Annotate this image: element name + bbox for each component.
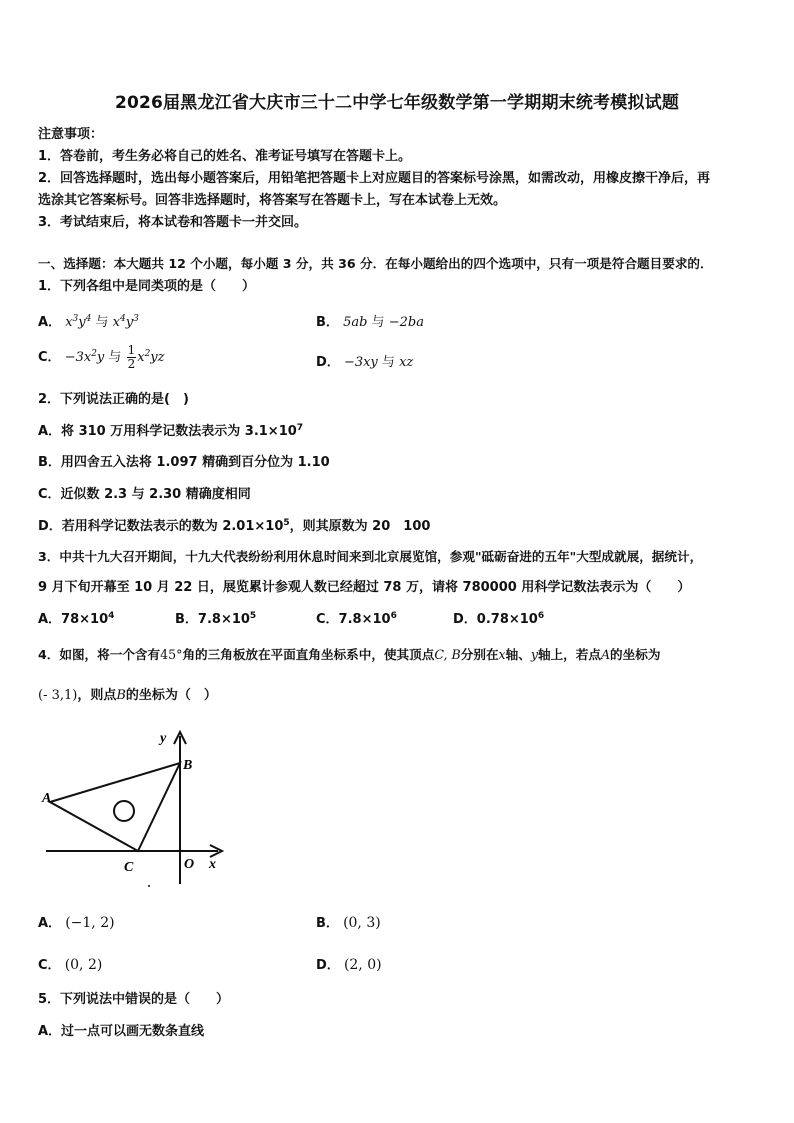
q3-option-d: D．$0.78\times 10^6$ bbox=[453, 611, 545, 627]
q5-stem: 5．下列说法中错误的是（ ） bbox=[38, 992, 230, 1007]
section-heading: 一、选择题：本大题共 12 个小题，每小题 3 分，共 36 分．在每小题给出的四个选项中，只有一项是符合题目要求的． bbox=[38, 256, 713, 271]
q1-option-a: A． $x^3y^4$ 与 $x^4y^3$ bbox=[38, 314, 139, 330]
q4-option-b: B． (0, 3) bbox=[316, 915, 381, 931]
set-square-hole bbox=[114, 801, 134, 821]
q2-option-a: A．将 310 万用科学记数法表示为 $3.1\times 10^7$ bbox=[38, 423, 304, 439]
notice-item-2: 2．回答选择题时，选出每小题答案后，用铅笔把答题卡上对应题目的答案标号涂黑，如需改动，用橡皮擦干净后，再 bbox=[38, 171, 711, 186]
q3-option-a: A．$78\times 10^4$ bbox=[38, 611, 115, 627]
q3-option-b: B．$7.8\times 10^5$ bbox=[175, 611, 257, 627]
q4-stem-line-2: (- 3,1)，则点B的坐标为（ ） bbox=[38, 688, 217, 703]
q1-option-c: C． $-3x^2y$ 与 $\frac{1}{2}$ $x^2yz$ bbox=[38, 343, 165, 371]
stray-dot bbox=[148, 885, 150, 887]
label-b: B bbox=[183, 758, 193, 773]
label-a: A bbox=[42, 791, 52, 806]
q1-option-d: D． −3xy 与 xz bbox=[316, 355, 414, 370]
q3-stem-line-2: 9 月下旬开幕至 10 月 22 日，展览累计参观人数已经超过 78 万，请将 780000 用科学记数法表示为（ ） bbox=[38, 580, 691, 595]
label-c: C bbox=[124, 860, 134, 875]
q4-option-a: A． (−1, 2) bbox=[38, 915, 115, 931]
coordinate-figure bbox=[40, 726, 230, 891]
label-x: x bbox=[209, 857, 216, 872]
page-title: 2026届黑龙江省大庆市三十二中学七年级数学第一学期期末统考模拟试题 bbox=[114, 93, 680, 113]
q5-option-a: A．过一点可以画无数条直线 bbox=[38, 1024, 205, 1039]
q2-option-c: C．近似数 2.3 与 2.30 精确度相同 bbox=[38, 487, 251, 502]
q2-stem: 2．下列说法正确的是( ) bbox=[38, 392, 189, 407]
notice-item-3: 3．考试结束后，将本试卷和答题卡一并交回。 bbox=[38, 215, 308, 230]
q4-option-d: D． (2, 0) bbox=[316, 957, 382, 973]
notice-heading: 注意事项： bbox=[38, 127, 104, 142]
notice-item-2-cont: 选涂其它答案标号。回答非选择题时，将答案写在答题卡上，写在本试卷上无效。 bbox=[38, 193, 507, 208]
q4-option-c: C． (0, 2) bbox=[38, 957, 103, 973]
q3-stem-line-1: 3．中共十九大召开期间，十九大代表纷纷利用休息时间来到北京展览馆，参观"砥砺奋进的五年"大型成就展，据统计， bbox=[38, 549, 703, 564]
label-y: y bbox=[160, 731, 167, 746]
q2-option-b: B．用四舍五入法将 1.097 精确到百分位为 1.10 bbox=[38, 455, 330, 470]
q3-option-c: C．$7.8\times 10^6$ bbox=[316, 611, 397, 627]
q2-option-d: D．若用科学记数法表示的数为 $2.01\times 10^5$，则其原数为 20 100 bbox=[38, 518, 431, 534]
label-o: O bbox=[184, 857, 195, 872]
q1-stem: 1．下列各组中是同类项的是（ ） bbox=[38, 279, 256, 294]
q1-option-b: B． 5ab 与 −2ba bbox=[316, 315, 424, 330]
notice-item-1: 1．答卷前，考生务必将自己的姓名、准考证号填写在答题卡上。 bbox=[38, 149, 412, 164]
q4-stem-line-1: 4．如图，将一个含有45°角的三角板放在平面直角坐标系中，使其顶点C, B分别在x轴、y轴上，若点A的坐标为 bbox=[38, 647, 661, 662]
